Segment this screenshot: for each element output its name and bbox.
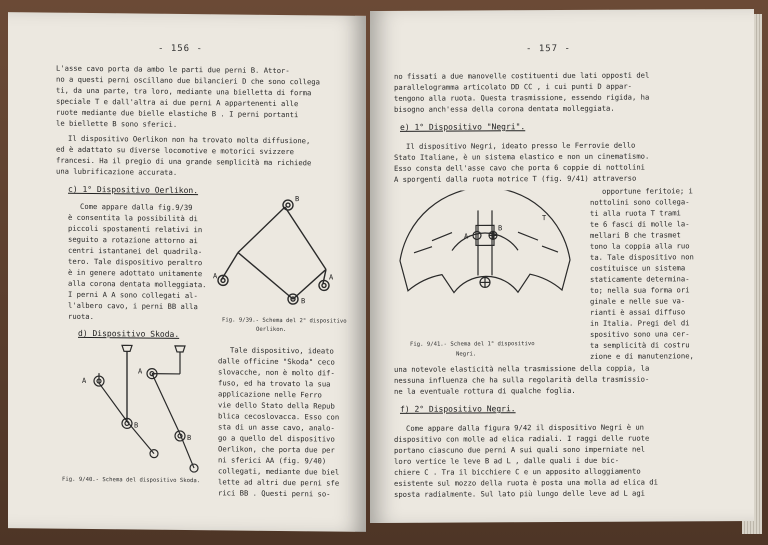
text-line: è in genere adottato unitamente	[68, 267, 203, 279]
text-line: staticamente determina-	[590, 274, 690, 284]
section-d-heading: d) Dispositivo Skoda.	[78, 328, 180, 339]
figure-9-39-oerlikon-diagram	[213, 190, 343, 316]
text-line: alla corona dentata molleggiata.	[68, 278, 207, 290]
text-line: spositivo sono una cer-	[590, 329, 690, 339]
fig-label: A	[213, 272, 218, 281]
figure-9-40-skoda-diagram	[72, 343, 212, 476]
page-number: - 156 -	[158, 43, 203, 55]
fig-label: B	[295, 195, 300, 204]
text-line: ruote mediante due bielle elastiche B . I perni portanti	[56, 107, 299, 120]
text-line: dalle officine "Skoda" ceco	[218, 356, 335, 367]
text-line: centri istantanei del quadrila-	[68, 245, 203, 257]
text-line: L'asse cavo porta da ambo le parti due perni B. Attor-	[56, 63, 290, 76]
text-line: parallelogramma articolato DD CC , i cui punti D appar-	[394, 81, 632, 92]
section-c-heading: c) 1° Dispositivo Oerlikon.	[68, 184, 199, 196]
left-page	[8, 12, 366, 532]
fig-9-39-caption: Fig. 9/39.- Schema del 2° dispositivo	[222, 317, 347, 325]
text-line: dispositivo con molle ad elica radiali. I raggi delle ruote	[394, 433, 650, 444]
text-line: zione e di manutenzione,	[590, 351, 694, 361]
fig-label: B	[498, 224, 503, 233]
fig-9-41-caption: Negri.	[456, 351, 477, 358]
text-line: no a questi perni oscillano due bilancieri D che sono collega	[56, 74, 320, 87]
text-line: tero. Tale dispositivo peraltro	[68, 256, 203, 268]
right-page	[370, 9, 754, 523]
text-line: è consentita la possibilità di	[68, 212, 198, 224]
text-line: ni sferici AA (fig. 9/40)	[218, 455, 327, 466]
text-line: nottolini sono collega-	[590, 197, 690, 207]
text-line: tengono alla ruota. Questa trasmissione, essendo rigida, ha	[394, 92, 650, 103]
text-line: costituisce un sistema	[590, 263, 686, 273]
fig-label: A	[138, 367, 143, 376]
text-line: fuso, ed ha trovato la sua	[218, 378, 331, 389]
fig-label: A	[82, 376, 87, 385]
text-line: esistente sul mozzo della ruota è posta una molla ad elica di	[394, 477, 658, 488]
fig-label: T	[542, 214, 547, 223]
page-number: - 157 -	[526, 43, 571, 55]
text-line: rici BB . Questi perni so-	[218, 488, 331, 499]
text-line: Tale dispositivo, ideato	[230, 345, 334, 356]
text-line: to; nella sua forma ori	[590, 285, 690, 295]
text-line: una lubrificazione accurata.	[56, 166, 178, 177]
text-line: ta. Tale dispositivo non	[590, 252, 694, 262]
text-line: mellari B che trasmet	[590, 230, 681, 240]
text-line: Il dispositivo Oerlikon non ha trovato molta diffusione,	[68, 133, 311, 146]
text-line: Il dispositivo Negri, ideato presso le Ferrovie dello	[406, 140, 636, 151]
text-line: A sporgenti dalla ruota motrice T (fig. 9/41) attraverso	[394, 173, 637, 184]
text-line: ruota.	[68, 311, 94, 322]
text-line: Esso consta dell'asse cavo che porta 6 coppie di nottolini	[394, 162, 645, 173]
text-line: chiere C . Tra il bicchiere C e un apposito alloggiamento	[394, 466, 641, 477]
text-line: in Italia. Pregi del di	[590, 318, 690, 328]
text-line: ed è adattato su diverse locomotive e motorici svizzere	[56, 144, 294, 157]
fig-label: B	[301, 297, 306, 306]
text-line: tono la coppia alla ruo	[590, 241, 690, 251]
text-line: lette ad altri due perni sfe	[218, 477, 340, 488]
text-line: ta semplicità di costru	[590, 340, 690, 350]
text-line: bisogno anch'essa della corona dentata molleggiata.	[394, 103, 615, 114]
text-line: ti alla ruota T trami	[590, 208, 681, 218]
section-e-heading: e) 1° Dispositivo "Negri".	[400, 122, 526, 132]
text-line: Oerlikon, che porta due per	[218, 444, 335, 455]
text-line: sposta radialmente. Sul lato più lungo delle leve ad L agi	[394, 488, 645, 499]
text-line: sta di un asse cavo, analo-	[218, 422, 335, 433]
text-line: ne la eventuale rottura di qualche foglia.	[394, 385, 576, 396]
text-line: piccoli spostamenti relativi in	[68, 223, 203, 235]
text-line: ginale e nelle sue va-	[590, 296, 686, 306]
fig-label: B	[134, 421, 139, 430]
text-line: seguito a rotazione attorno ai	[68, 234, 198, 246]
fig-label: A	[464, 232, 469, 241]
text-line: una notevole elasticità nella trasmissione della coppia, la	[394, 363, 650, 374]
text-line: nessuna influenza che ha sulla regolarità della trasmissio-	[394, 374, 650, 385]
fig-9-39-caption: Oerlikon.	[256, 326, 287, 334]
text-line: go a quello del dispositivo	[218, 433, 335, 444]
text-line: l'albero cavo, i perni BB alla	[68, 300, 198, 312]
text-line: slovacche, non è molto dif-	[218, 367, 335, 378]
fig-9-41-caption: Fig. 9/41.- Schema del 1° dispositivo	[410, 341, 535, 348]
fig-9-40-caption: Fig. 9/40.- Schema del dispositivo Skoda.	[62, 476, 201, 485]
text-line: collegati, mediante due biel	[218, 466, 340, 477]
text-line: opportune feritoie; i	[602, 186, 693, 196]
text-line: vie dello Stato della Repub	[218, 400, 335, 411]
text-line: I perni A A sono collegati al-	[68, 289, 198, 301]
text-line: speciale T e dall'altra ai due perni A appartenenti alle	[56, 96, 299, 109]
text-line: ti, da una parte, tra loro, mediante una bielletta di forma	[56, 85, 312, 98]
text-line: loro vertice le leve B ad L , dalle quali i due bic-	[394, 455, 620, 466]
text-line: Come appare dalla figura 9/42 il dispositivo Negri è un	[406, 422, 644, 433]
text-line: rianti è assai diffuso	[590, 307, 686, 317]
text-line: le biellette B sono sferici.	[56, 118, 178, 129]
text-line: applicazione nelle Ferro	[218, 389, 322, 400]
section-f-heading: f) 2° Dispositivo Negri.	[400, 404, 516, 414]
text-line: no fissati a due manovelle costituenti due lati opposti del	[394, 70, 650, 81]
text-line: Come appare dalla fig.9/39	[80, 201, 193, 213]
text-line: Stato Italiane, è un sistema elastico e non un cinematismo.	[394, 151, 650, 162]
text-line: te 6 fasci di molle la-	[590, 219, 690, 229]
fig-label: A	[329, 273, 334, 282]
text-line: francesi. Ha il pregio di una grande semplicità ma richiede	[56, 155, 312, 168]
fig-label: B	[187, 434, 192, 443]
text-line: blica cecoslovacca. Esso con	[218, 411, 340, 422]
figure-9-41-negri-diagram	[392, 190, 578, 331]
text-line: portano ciascuno due perni A sui quali sono imperniate nel	[394, 444, 645, 455]
